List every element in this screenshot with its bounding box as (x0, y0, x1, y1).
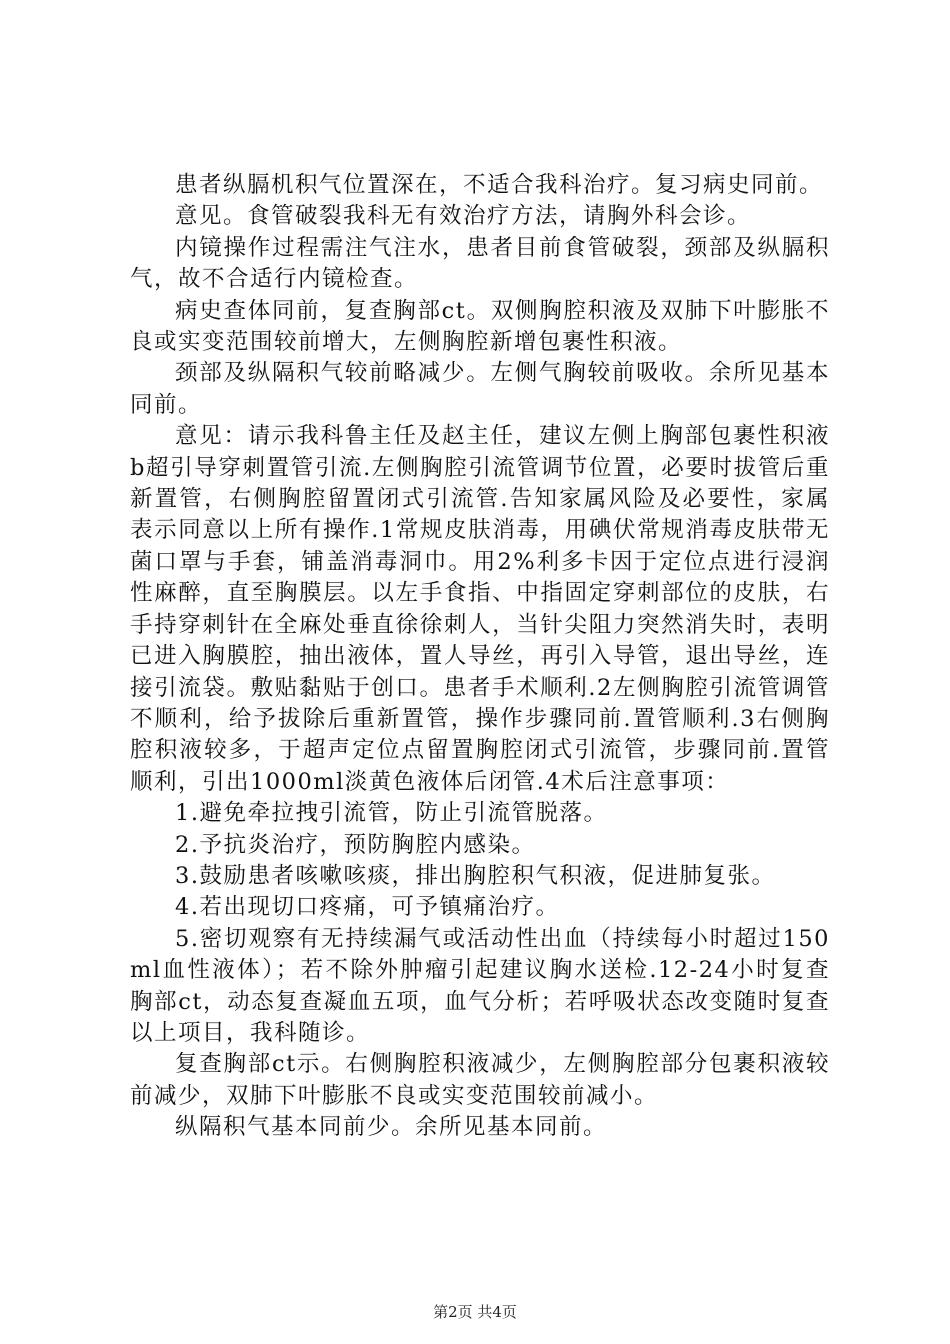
paragraph-2: 意见。食管破裂我科无有效治疗方法，请胸外科会诊。 (175, 203, 752, 230)
paragraph-5: 颈部及纵隔积气较前略减少。左侧气胸较前吸收。余所见基本同前。 (130, 360, 830, 418)
paragraph-4: 病史查体同前，复查胸部ct。双侧胸腔积液及双肺下叶膨胀不良或实变范围较前增大，左侧胸腔新增包裹性积液。 (130, 297, 830, 356)
paragraph-7: 复查胸部ct示。右侧胸腔积液减少，左侧胸腔部分包裹积液较前减少，双肺下叶膨胀不良或实变范围较前减小。 (130, 1051, 830, 1109)
paragraph-8: 纵隔积气基本同前少。余所见基本同前。 (175, 1114, 608, 1141)
list-item-3: 3.鼓励患者咳嗽咳痰，排出胸腔积气积液，促进肺复张。 (175, 862, 776, 889)
list-item-5: 5.密切观察有无持续漏气或活动性出血（持续每小时超过150ml血性液体）；若不除外肿瘤引起建议胸水送检.12-24小时复查胸部ct，动态复查凝血五项，血气分析；若呼吸状态改变随时复查以上项目，我科随诊。 (130, 925, 830, 1046)
paragraph-3: 内镜操作过程需注气注水，患者目前食管破裂，颈部及纵膈积气，故不合适行内镜检查。 (130, 234, 830, 293)
paragraph-6: 意见：请示我科鲁主任及赵主任，建议左侧上胸部包裹性积液b超引导穿刺置管引流.左侧胸腔引流管调节位置，必要时拔管后重新置管，右侧胸腔留置闭式引流管.告知家属风险及必要性，家属表示同意以上所有操作.1常规皮肤消毒，用碘伏常规消毒皮肤带无菌口罩与手套，铺盖消毒洞巾。用2%利多卡因于定位点进行浸润性麻醉，直至胸膜层。以左手食指、中指固定穿刺部位的皮肤，右手持穿刺针在全麻处垂直徐徐刺人，当针尖阻力突然消失时，表明已进入胸膜腔，抽出液体，置人导丝，再引入导管，退出导丝，连接引流袋。敷贴黏贴于创口。患者手术顺利.2左侧胸腔引流管调管不顺利，给予拔除后重新置管，操作步骤同前.置管顺利.3右侧胸腔积液较多，于超声定位点留置胸腔闭式引流管，步骤同前.置管顺利，引出1000ml淡黄色液体后闭管.4术后注意事项： (130, 423, 830, 795)
list-item-4: 4.若出现切口疼痛，可予镇痛治疗。 (175, 894, 560, 921)
list-item-1: 1.避免牵拉拽引流管，防止引流管脱落。 (175, 800, 608, 827)
document-body (130, 170, 830, 1144)
list-item-2: 2.予抗炎治疗，预防胸腔内感染。 (175, 831, 536, 858)
page-footer: 第2页 共4页 (433, 1303, 517, 1321)
paragraph-1: 患者纵膈机积气位置深在，不适合我科治疗。复习病史同前。 (175, 172, 824, 198)
